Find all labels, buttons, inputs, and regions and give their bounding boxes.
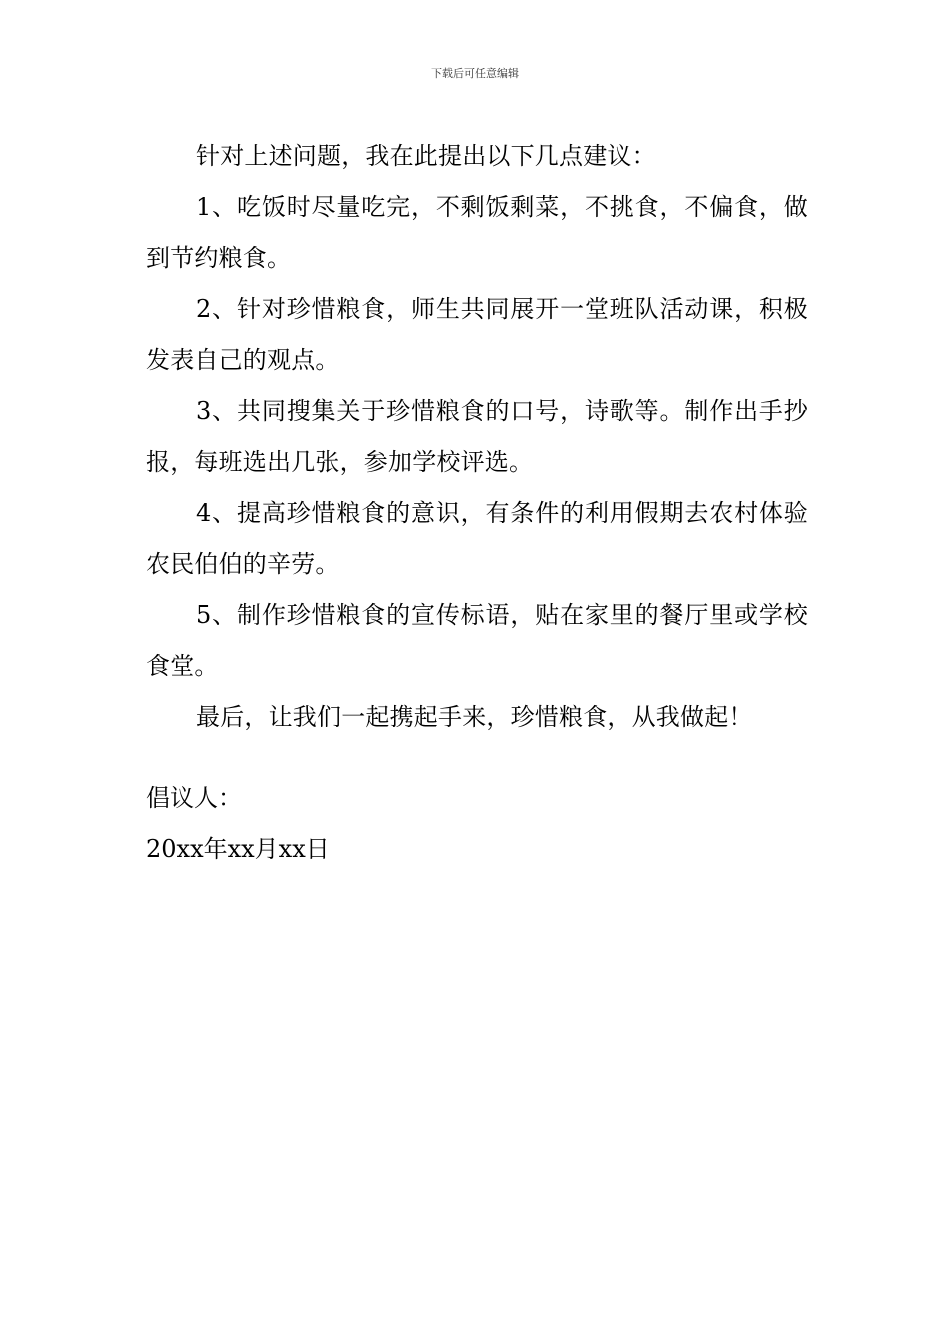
closing-paragraph: 最后，让我们一起携起手来，珍惜粮食，从我做起！ [196,703,753,731]
suggestion-2: 2、针对珍惜粮食，师生共同展开一堂班队活动课，积极发表自己的观点。 [146,295,808,374]
document-body [146,131,808,743]
suggestion-4: 4、提高珍惜粮食的意识，有条件的利用假期去农村体验农民伯伯的辛劳。 [146,499,808,578]
signature-date: 20xx年xx月xx日 [146,835,330,863]
intro-paragraph: 针对上述问题，我在此提出以下几点建议： [196,142,656,170]
suggestion-1: 1、吃饭时尽量吃完，不剩饭剩菜，不挑食，不偏食，做到节约粮食。 [146,193,808,272]
header-note: 下载后可任意编辑 [431,67,519,80]
suggestion-5: 5、制作珍惜粮食的宣传标语，贴在家里的餐厅里或学校食堂。 [146,601,808,680]
signature-block [146,773,808,875]
suggestion-3: 3、共同搜集关于珍惜粮食的口号，诗歌等。制作出手抄报，每班选出几张，参加学校评选。 [146,397,808,476]
initiator-label: 倡议人： [146,784,242,812]
